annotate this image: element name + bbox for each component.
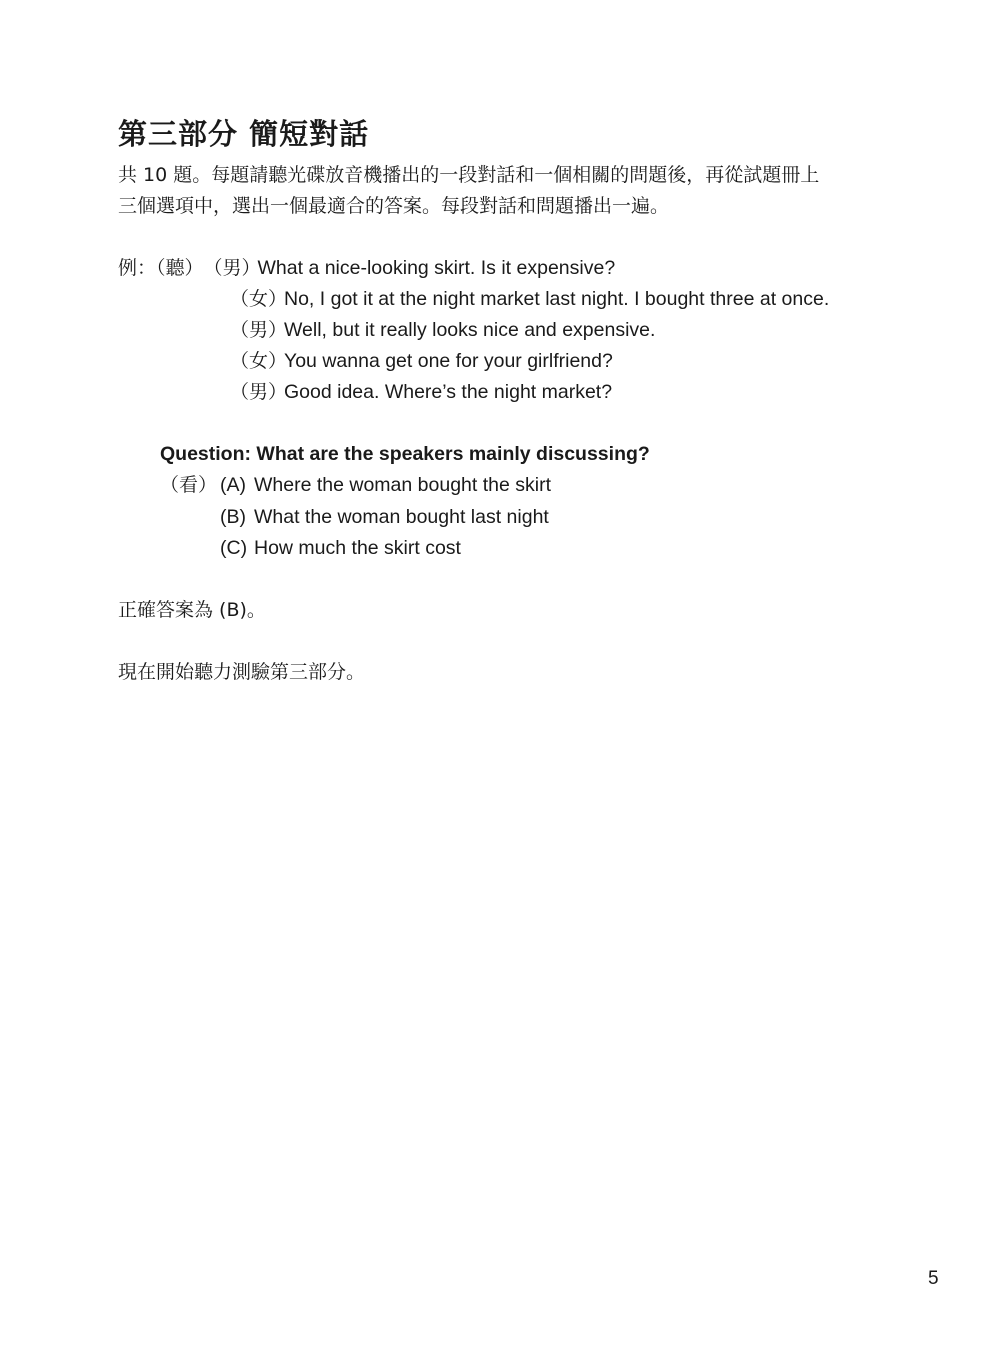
instructions-line-2: 三個選項中，選出一個最適合的答案。每段對話和問題播出一遍。 [118,195,670,217]
speaker-label: （男） [203,257,261,279]
example-line-2 [230,285,829,313]
option-text: What the woman bought last night [254,506,549,528]
speaker-label: （男） [230,381,288,403]
instructions-line-1: 共 10 題。每題請聽光碟放音機播出的一段對話和一個相關的問題後，再從試題冊上 [118,164,820,186]
example-label: 例：（聽） [118,257,204,279]
speaker-label: （女） [230,288,288,310]
dialogue-text: Good idea. Where’s the night market? [284,381,613,403]
option-b [220,503,549,531]
example-line-3 [230,316,655,344]
instructions [118,160,918,222]
section-title: 第三部分 簡短對話 [118,117,370,151]
answer-statement: 正確答案為 (B)。 [118,599,266,621]
look-label: （看） [160,474,218,496]
dialogue-text: You wanna get one for your girlfriend? [284,350,613,372]
option-text: Where the woman bought the skirt [254,474,551,496]
dialogue-text: Well, but it really looks nice and expensive. [284,319,656,341]
example-question: Question: What are the speakers mainly discussing? [160,443,650,465]
example-line-4 [230,347,613,375]
speaker-label: （女） [230,350,288,372]
dialogue-text: No, I got it at the night market last night. I bought three at once. [284,288,830,310]
example-line-1 [118,254,615,282]
start-statement: 現在開始聽力測驗第三部分。 [118,661,366,683]
option-c [220,534,461,562]
option-letter: (B) [220,506,246,528]
option-letter: (A) [220,474,246,496]
dialogue-text: What a nice-looking skirt. Is it expensive? [257,257,616,279]
option-letter: (C) [220,537,248,559]
option-a [160,471,551,499]
example-line-5 [230,378,612,406]
option-text: How much the skirt cost [254,537,461,559]
page-number: 5 [928,1268,939,1289]
speaker-label: （男） [230,319,288,341]
